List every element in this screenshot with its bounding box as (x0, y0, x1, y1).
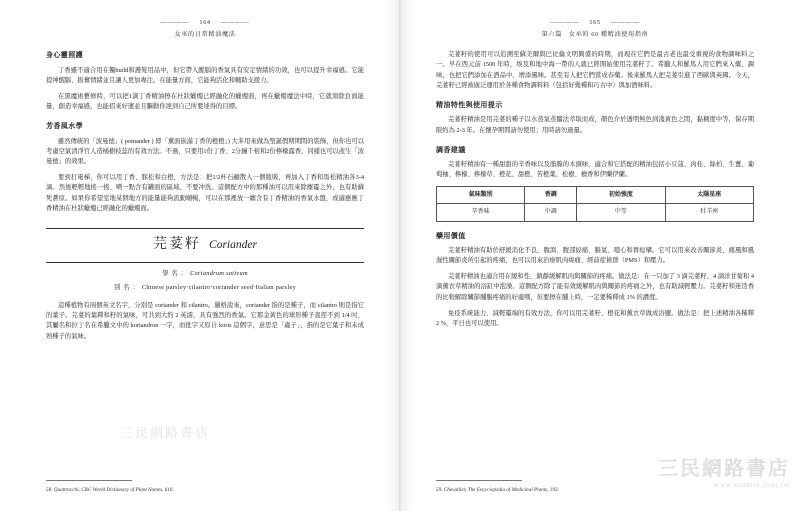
right-chapter-title: 第六篇 女巫的 60 種精油使用指南 (541, 30, 649, 38)
right-body (436, 50, 754, 329)
footnote-rule (436, 480, 522, 481)
paragraph: 芫荽籽精油有助於舒緩消化不良、腹瀉、腹部絞痛、脹氣、噁心和胃痙攣。它可以用來改善關節炎、痛風和風濕性關節炎所引起的疼痛，也可以用來治療肌肉痠痛、經前症候群（PMS）和壓力。 (436, 246, 754, 265)
cell-aroma-category: 辛香味 (437, 204, 525, 221)
section-heading-blending: 調香建議 (436, 145, 466, 154)
right-footnote (436, 484, 754, 493)
runhead-dashes-right: ———— (610, 19, 640, 26)
right-page (400, 0, 800, 511)
section-heading-mindbody: 身心靈照護 (46, 51, 83, 60)
label-botanical-name: 學名： (162, 269, 191, 277)
runhead-dashes-left: ———— (160, 19, 190, 26)
herb-title-block (46, 228, 364, 263)
section-heading-fengshui: 芳香風水學 (46, 122, 83, 131)
paragraph: 要到打電梯，你可以用丁香、豚松和白橙，方法是：把1/2杯石鹼散入一個瓶販，再加入丁香和馬松精油各3-4滴。然後輕輕地搖一搖、噴一點含有罐面的區域、不要冲洗。這個配方中的那種油可以用來除塵霉之外，也有助蘇死蒼原。如果你希望室地某個地方的能量能夠流動順暢，可以在那裡放一纏含有丁香精油的香氣水盤，或適應應丁香精油在杜狀蠟燭已經融化的蠟燭面。 (46, 174, 364, 212)
paragraph: 免疫系統能力、減輕霉端的有效方法，你可以用芫荽籽、橙花和薰衣草做成浴鹽。做法是：把上述精油各稀釋 2 %，平日也可以使用。 (436, 309, 754, 328)
runhead-dashes-right: ———— (220, 19, 250, 26)
aroma-profile-table (436, 186, 754, 221)
cell-sun-sign: 牡羊座 (665, 204, 753, 221)
left-body (46, 50, 364, 342)
table-row (437, 204, 754, 221)
paragraph: 在黑魔術藝修時，可以把1滴丁香精油擦在杜狀蠟燭已經融化的蠟燭面，再在蠟燭魔法中時，它就須除負面能量，創造幸福感，也能招來好運並且驅動你達到自己所要達得的目標。 (46, 92, 364, 111)
page-gutter-shadow-right (400, 0, 414, 511)
paragraph: 芫荽籽精油有一種甜甜的辛香味以及脂腺的木頭味，適合和它搭配的精油包括小豆蔻、肉桂、絲柏、生薑、葡萄柚、檸檬、檸檬草、橙花、甜橙、苦橙葉、松樹、檀香和伊蘭伊蘭。 (436, 161, 754, 179)
paragraph: 芫荽籽精油也適合用在緩和性、鎮靜緩解肌肉與關節的疼痛。做法是：在一只加了 3 滴芫荽籽、4 滴洋甘菊和 4 滴薰衣草精油的浴缸中泡澡。這個配方除了能有效緩解肌肉與關節的疼痛之外，也有助減輕壓力。芫荽籽和迷迭香的比較解除關節腫脹疼痛的好處嗎，但要擦在腫上時，一定要稀釋成 1% 的濃度。 (436, 273, 754, 301)
watermark-ghost-left: 三民網路書店 (119, 424, 211, 441)
herb-name-chinese: 芫荽籽 (153, 236, 202, 252)
paragraph: 這種植物有兩個英文名字，分別是 coriander 和 cilantro。嚴格說來，coriander 指的是種子，而 cilantro 則是指它的葉子。芫荽的葉釋和籽的氣味，可共到大約 2 英濡，具有強烈的香氣。它那金黃色的球形種子直徑不到 1/4 吋，其屬名和拉丁名在希臘文中的 koriandron 一字，而批字又原自 koris 這個字，意思是「蟲子」，指的是它葉子和未成熟種子的氣味。 (46, 302, 364, 340)
left-book-title: 女巫的日常精油魔法 (174, 30, 236, 38)
column-header-sun-sign: 太陽星座 (665, 187, 753, 204)
column-header-initial-strength: 初始強度 (577, 187, 665, 204)
label-alias: 別名： (113, 283, 142, 291)
paragraph: 雖然傳統的「波曼德」( pomander ) 即「薰面嵌滿丁香的橙橙」) 大多用來做為聖誕假期期間的裝飾，但你也可以考慮空氣清淨官人造橘樹枝蕊的有效方法。不過，只要用1份丁香、2分鐘千柑和2份檸檬露香，同樣也可以產生「波曼德」的效果。 (46, 137, 364, 166)
page-gutter-shadow-left (386, 0, 400, 511)
left-footnote (46, 484, 364, 493)
paragraph: 芫荽籽的使用可以追溯至蘇美爾與巴比倫文明興盛的時期，而現在它們是最古老也最受重視的食物調味料之一。早在西元前 1500 年時，埃及和地中海一帶的人就已經開始使用芫荽籽了。希臘人和羅馬人用它們來入藥、調味，也把它們添加在酒品中，增添風味。甚至有人把它們當成春藥。後來羅馬人把芫荽引進了西歐與英國。今天，芫荽籽已經被廣泛運用於各種食物調料料（包括好幾種和巧古中）與加酒味料。 (436, 51, 754, 89)
herb-name-english: Coriander (209, 238, 257, 251)
left-running-head (46, 18, 364, 39)
right-running-head (436, 18, 754, 39)
paragraph: 丁香雖不適合用在獨build和護髮用品中，但它帶入醒腦的香氣具有安定情緒的功效，也可以提升幸福感。它能提神醒腦、振奮情緒並且讓人更加專注。在能量方面，它能夠活化和輔助支援力。 (46, 66, 364, 84)
paragraph: 芫荽籽精油是用芫荽的種子以水蒸氣蒸餾法萃取而成，顏色介於透明無色到淺黃色之間，黏稠度中等，保存期限約為 2-3 年。在懷孕期間請勿使用；用時請勿過量。 (436, 116, 754, 134)
herb-alias-line (46, 283, 364, 293)
runhead-dashes-left: ———— (550, 19, 580, 26)
column-header-note: 香調 (525, 187, 577, 204)
cell-note: 中調 (525, 204, 577, 221)
column-header-aroma-category: 氣味類別 (437, 187, 525, 204)
value-botanical-name: Coriandrum sativum (190, 269, 248, 277)
footnote-text: 58. Quattrocchi, CRC World Dictionary of Plant Names, 616. (46, 487, 174, 493)
section-heading-medicinal: 藥用價值 (436, 231, 466, 240)
footnote-text: 59. Chevallier, The Encyclopedia of Medicinal Plants, 193. (436, 487, 559, 493)
cell-initial-strength: 中等 (577, 204, 665, 221)
value-alias: Chinese parsley‧cilantro‧coriander seed‧Italian parsley (141, 283, 297, 291)
left-page-number: 164 (199, 19, 211, 26)
watermark-url: www.sanmin.com.tw (713, 481, 790, 489)
herb-botanical-name-line (46, 269, 364, 279)
right-page-number: 165 (589, 19, 601, 26)
table-header-row (437, 187, 754, 204)
section-heading-properties: 精油特性與使用提示 (436, 100, 503, 109)
footnote-rule (46, 480, 132, 481)
watermark-title: 三民網路書店 (658, 458, 790, 480)
book-gutter (399, 0, 401, 511)
